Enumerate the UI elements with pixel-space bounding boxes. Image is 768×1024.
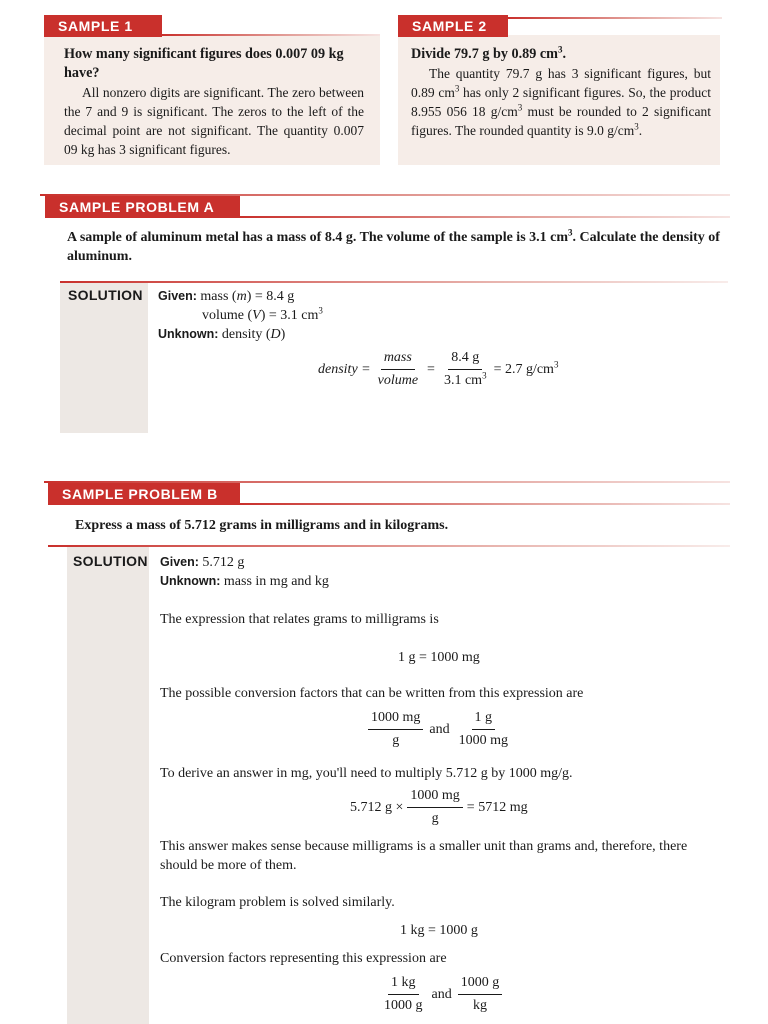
mg-conversion-factors: $\frac{1000 mg}{g}$ and $\frac{1 g}{1000 mg}$ bbox=[368, 710, 511, 749]
sample-2-answer: The quantity 79.7 g has 3 significant figures, but 0.89 $cm^3$ has only 2 significant figures. So, the product 8.955 056 18 $g/cm^3$ must be rounded to 2 significant figures. The rounded quantity is 9.0 $g/cm^3$. bbox=[411, 66, 711, 138]
problem-a-solution-column bbox=[60, 283, 148, 433]
sample-1-rule bbox=[162, 34, 380, 36]
grams-mg-equation: 1 g = 1000 mg bbox=[398, 650, 480, 665]
sample-1-tab: SAMPLE 1 bbox=[44, 15, 162, 37]
kg-factors-intro: Conversion factors representing this expression are bbox=[160, 951, 447, 966]
problem-b-tab-rule bbox=[240, 503, 730, 505]
kg-intro: The kilogram problem is solved similarly. bbox=[160, 895, 395, 910]
problem-a-tab-rule bbox=[240, 216, 730, 218]
grams-mg-intro: The expression that relates grams to milligrams is bbox=[160, 612, 439, 627]
problem-a-given-volume: volume (V) = 3.1 $cm^3$ bbox=[202, 305, 323, 323]
sample-2-tab: SAMPLE 2 bbox=[398, 15, 508, 37]
kg-equation: 1 kg = 1000 g bbox=[400, 923, 478, 938]
problem-a-solution-label: SOLUTION bbox=[68, 287, 143, 303]
problem-b-given: Given: 5.712 g bbox=[160, 555, 245, 570]
problem-b-solution-rule bbox=[48, 545, 730, 547]
problem-a-given: Given: mass (m) = 8.4 g bbox=[158, 289, 295, 304]
problem-b-unknown: Unknown: mass in mg and kg bbox=[160, 574, 329, 589]
mg-explanation: This answer makes sense because milligrams is a smaller unit than grams and, therefore, there should be more of them. bbox=[160, 839, 688, 873]
problem-b-solution-label: SOLUTION bbox=[73, 553, 148, 569]
mg-calculation: 5.712 g × $\frac{1000 mg}{g}$ = 5712 mg bbox=[350, 788, 528, 826]
mg-derivation-text: To derive an answer in mg, you'll need to multiply 5.712 g by 1000 mg/g. bbox=[160, 766, 573, 781]
problem-a-solution-rule bbox=[60, 281, 728, 283]
conversion-factors-intro: The possible conversion factors that can be written from this expression are bbox=[160, 686, 584, 701]
sample-2-rule bbox=[508, 17, 722, 19]
sample-1-question: How many significant figures does 0.007 09 kg have? bbox=[64, 46, 344, 81]
problem-b-solution-column bbox=[67, 547, 149, 1024]
problem-b-question: Express a mass of 5.712 grams in milligrams and in kilograms. bbox=[75, 518, 449, 533]
problem-a-question: A sample of aluminum metal has a mass of 8.4 g. The volume of the sample is 3.1 $cm^3$. Calculate the density of aluminum. bbox=[67, 227, 720, 264]
problem-a-unknown: Unknown: density (D) bbox=[158, 327, 286, 342]
problem-b-tab: SAMPLE PROBLEM B bbox=[48, 483, 240, 505]
sample-1-answer: All nonzero digits are significant. The zero between the 7 and 9 is significant. The zeros to the left of the decimal point are not significant. The quantity 0.007 09 kg has 3 significant figures. bbox=[64, 85, 364, 157]
sample-2-question: Divide 79.7 g by 0.89 $cm^3$. bbox=[411, 44, 567, 62]
density-equation: density = $\frac{\text{mass}}{\text{volume}}$ = $\frac{8.4 g}{3.1 cm^3}$ = 2.7 $g/cm^3$ bbox=[318, 350, 559, 388]
problem-a-tab: SAMPLE PROBLEM A bbox=[45, 196, 240, 218]
kg-conversion-factors: $\frac{1 kg}{1000 g}$ and $\frac{1000 g}{kg}$ bbox=[381, 975, 502, 1014]
